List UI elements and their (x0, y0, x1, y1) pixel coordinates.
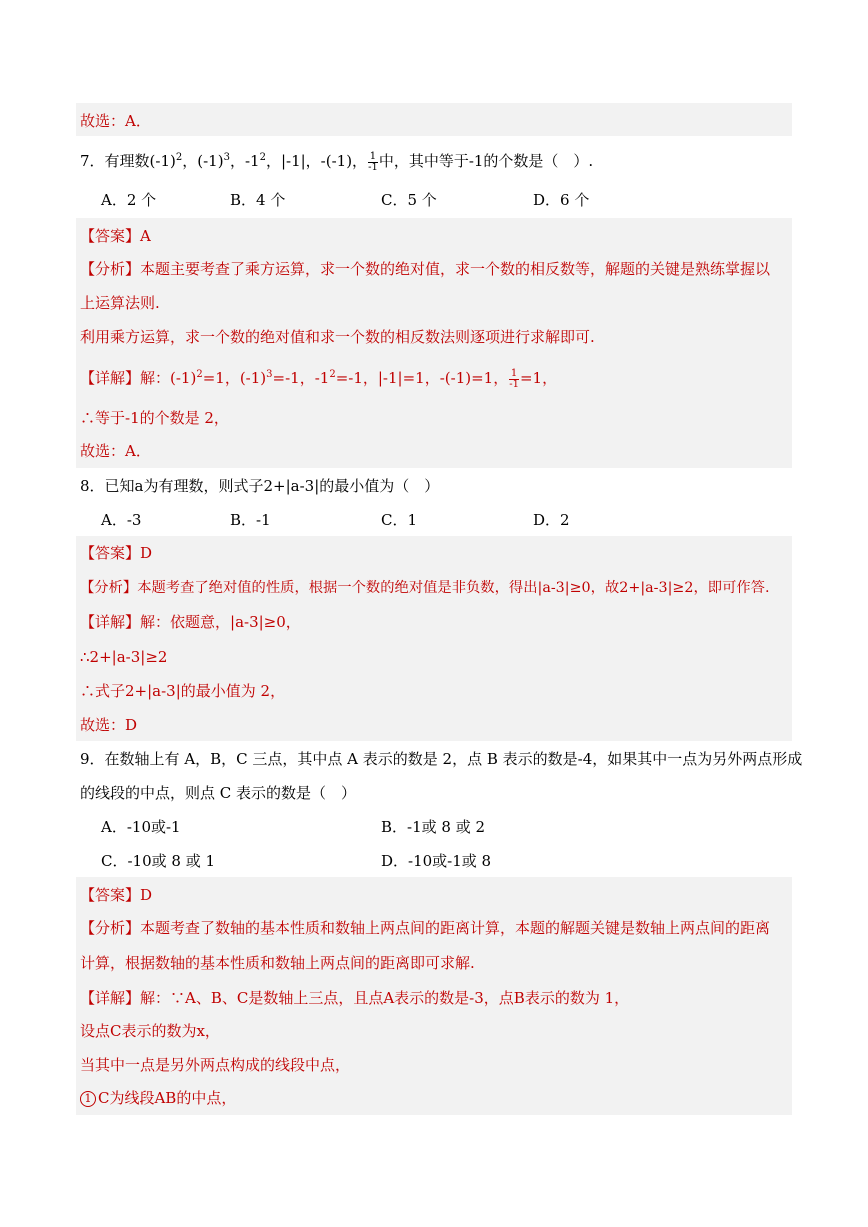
q8-detail-2: ∴2+|a-3|≥2 (80, 648, 168, 666)
q9-stem-2: 的线段的中点，则点 C 表示的数是（ ） (80, 784, 357, 802)
q7-option-c: C．5 个 (381, 191, 437, 209)
q8-number: 8． (80, 477, 105, 495)
q7-number: 7． (80, 152, 105, 170)
q9-number: 9． (80, 750, 105, 768)
q8-detail-3: ∴式子2+|a-3|的最小值为 2， (80, 682, 286, 700)
q7-detail-fraction: $\frac{1}{-1}$ (509, 367, 519, 390)
q7-analysis-2: 上运算法则. (80, 294, 160, 312)
q8-stem: 8．已知a为有理数，则式子2+|a-3|的最小值为（ ） (80, 477, 440, 495)
q8-analysis: 【分析】本题考查了绝对值的性质，根据一个数的绝对值是非负数，得出|a-3|≥0，故2+|a-3|≥2，即可作答. (80, 580, 770, 596)
q7-option-a: A．2 个 (101, 191, 157, 209)
q7-detail: 【详解】解：$(-1)^2=1$，$(-1)^3=-1$，$-1^2=-1$，|-1|=1，-(-1)=1， $\frac{1}{-1}$ =1， (80, 367, 558, 390)
q9-case-1: 1 C为线段AB的中点， (80, 1088, 236, 1108)
q8-answer: 【答案】D (80, 544, 153, 562)
q9-analysis-2: 计算，根据数轴的基本性质和数轴上两点间的距离即可求解. (80, 954, 475, 972)
q7-conclusion: ∴等于-1的个数是 2， (80, 409, 229, 427)
q9-analysis-1: 【分析】本题考查了数轴的基本性质和数轴上两点间的距离计算，本题的解题关键是数轴上两点间的距离 (80, 919, 771, 937)
circled-number-1: 1 (80, 1091, 96, 1107)
q7-answer: 【答案】A (80, 227, 151, 245)
q9-detail-3: 当其中一点是另外两点构成的线段中点， (80, 1056, 351, 1074)
answer-block-q8 (76, 536, 792, 741)
q7-analysis-3: 利用乘方运算，求一个数的绝对值和求一个数的相反数法则逐项进行求解即可. (80, 328, 595, 346)
q9-option-b: B．-1或 8 或 2 (381, 818, 486, 836)
q9-detail-2: 设点C表示的数为x， (80, 1022, 220, 1040)
q8-option-a: A．-3 (101, 511, 142, 529)
q9-option-a: A．-10或-1 (101, 818, 181, 836)
q7-analysis-1: 【分析】本题主要考查了乘方运算，求一个数的绝对值，求一个数的相反数等，解题的关键是熟练掌握以 (80, 260, 771, 278)
prev-final-answer: 故选：A． (80, 112, 151, 130)
q7-final-answer: 故选：A． (80, 442, 151, 460)
q8-final-answer: 故选：D (80, 716, 138, 734)
q9-option-d: D．-10或-1或 8 (381, 852, 492, 870)
q8-option-b: B．-1 (230, 511, 271, 529)
q7-option-d: D．6 个 (533, 191, 590, 209)
q9-detail-1: 【详解】解：∵A、B、C是数轴上三点，且点A表示的数是-3，点B表示的数为 1， (80, 989, 630, 1007)
q9-answer: 【答案】D (80, 886, 153, 904)
q8-option-d: D．2 (533, 511, 570, 529)
q9-option-c: C．-10或 8 或 1 (101, 852, 216, 870)
q7-stem: 7．有理数$(-1)^2$，$(-1)^3$，$-1^2$，|-1|，-(-1)， $\frac{1}{-1}$ 中，其中等于-1的个数是（ ）. (80, 150, 594, 173)
q8-option-c: C．1 (381, 511, 418, 529)
q9-stem-1: 9．在数轴上有 A，B，C 三点，其中点 A 表示的数是 2，点 B 表示的数是-4，如果其中一点为另外两点形成 (80, 750, 803, 768)
answer-block-prev (76, 103, 792, 136)
q7-option-b: B．4 个 (230, 191, 286, 209)
q7-fraction: $\frac{1}{-1}$ (368, 150, 378, 173)
q8-detail-1: 【详解】解：依题意，|a-3|≥0， (80, 613, 301, 631)
